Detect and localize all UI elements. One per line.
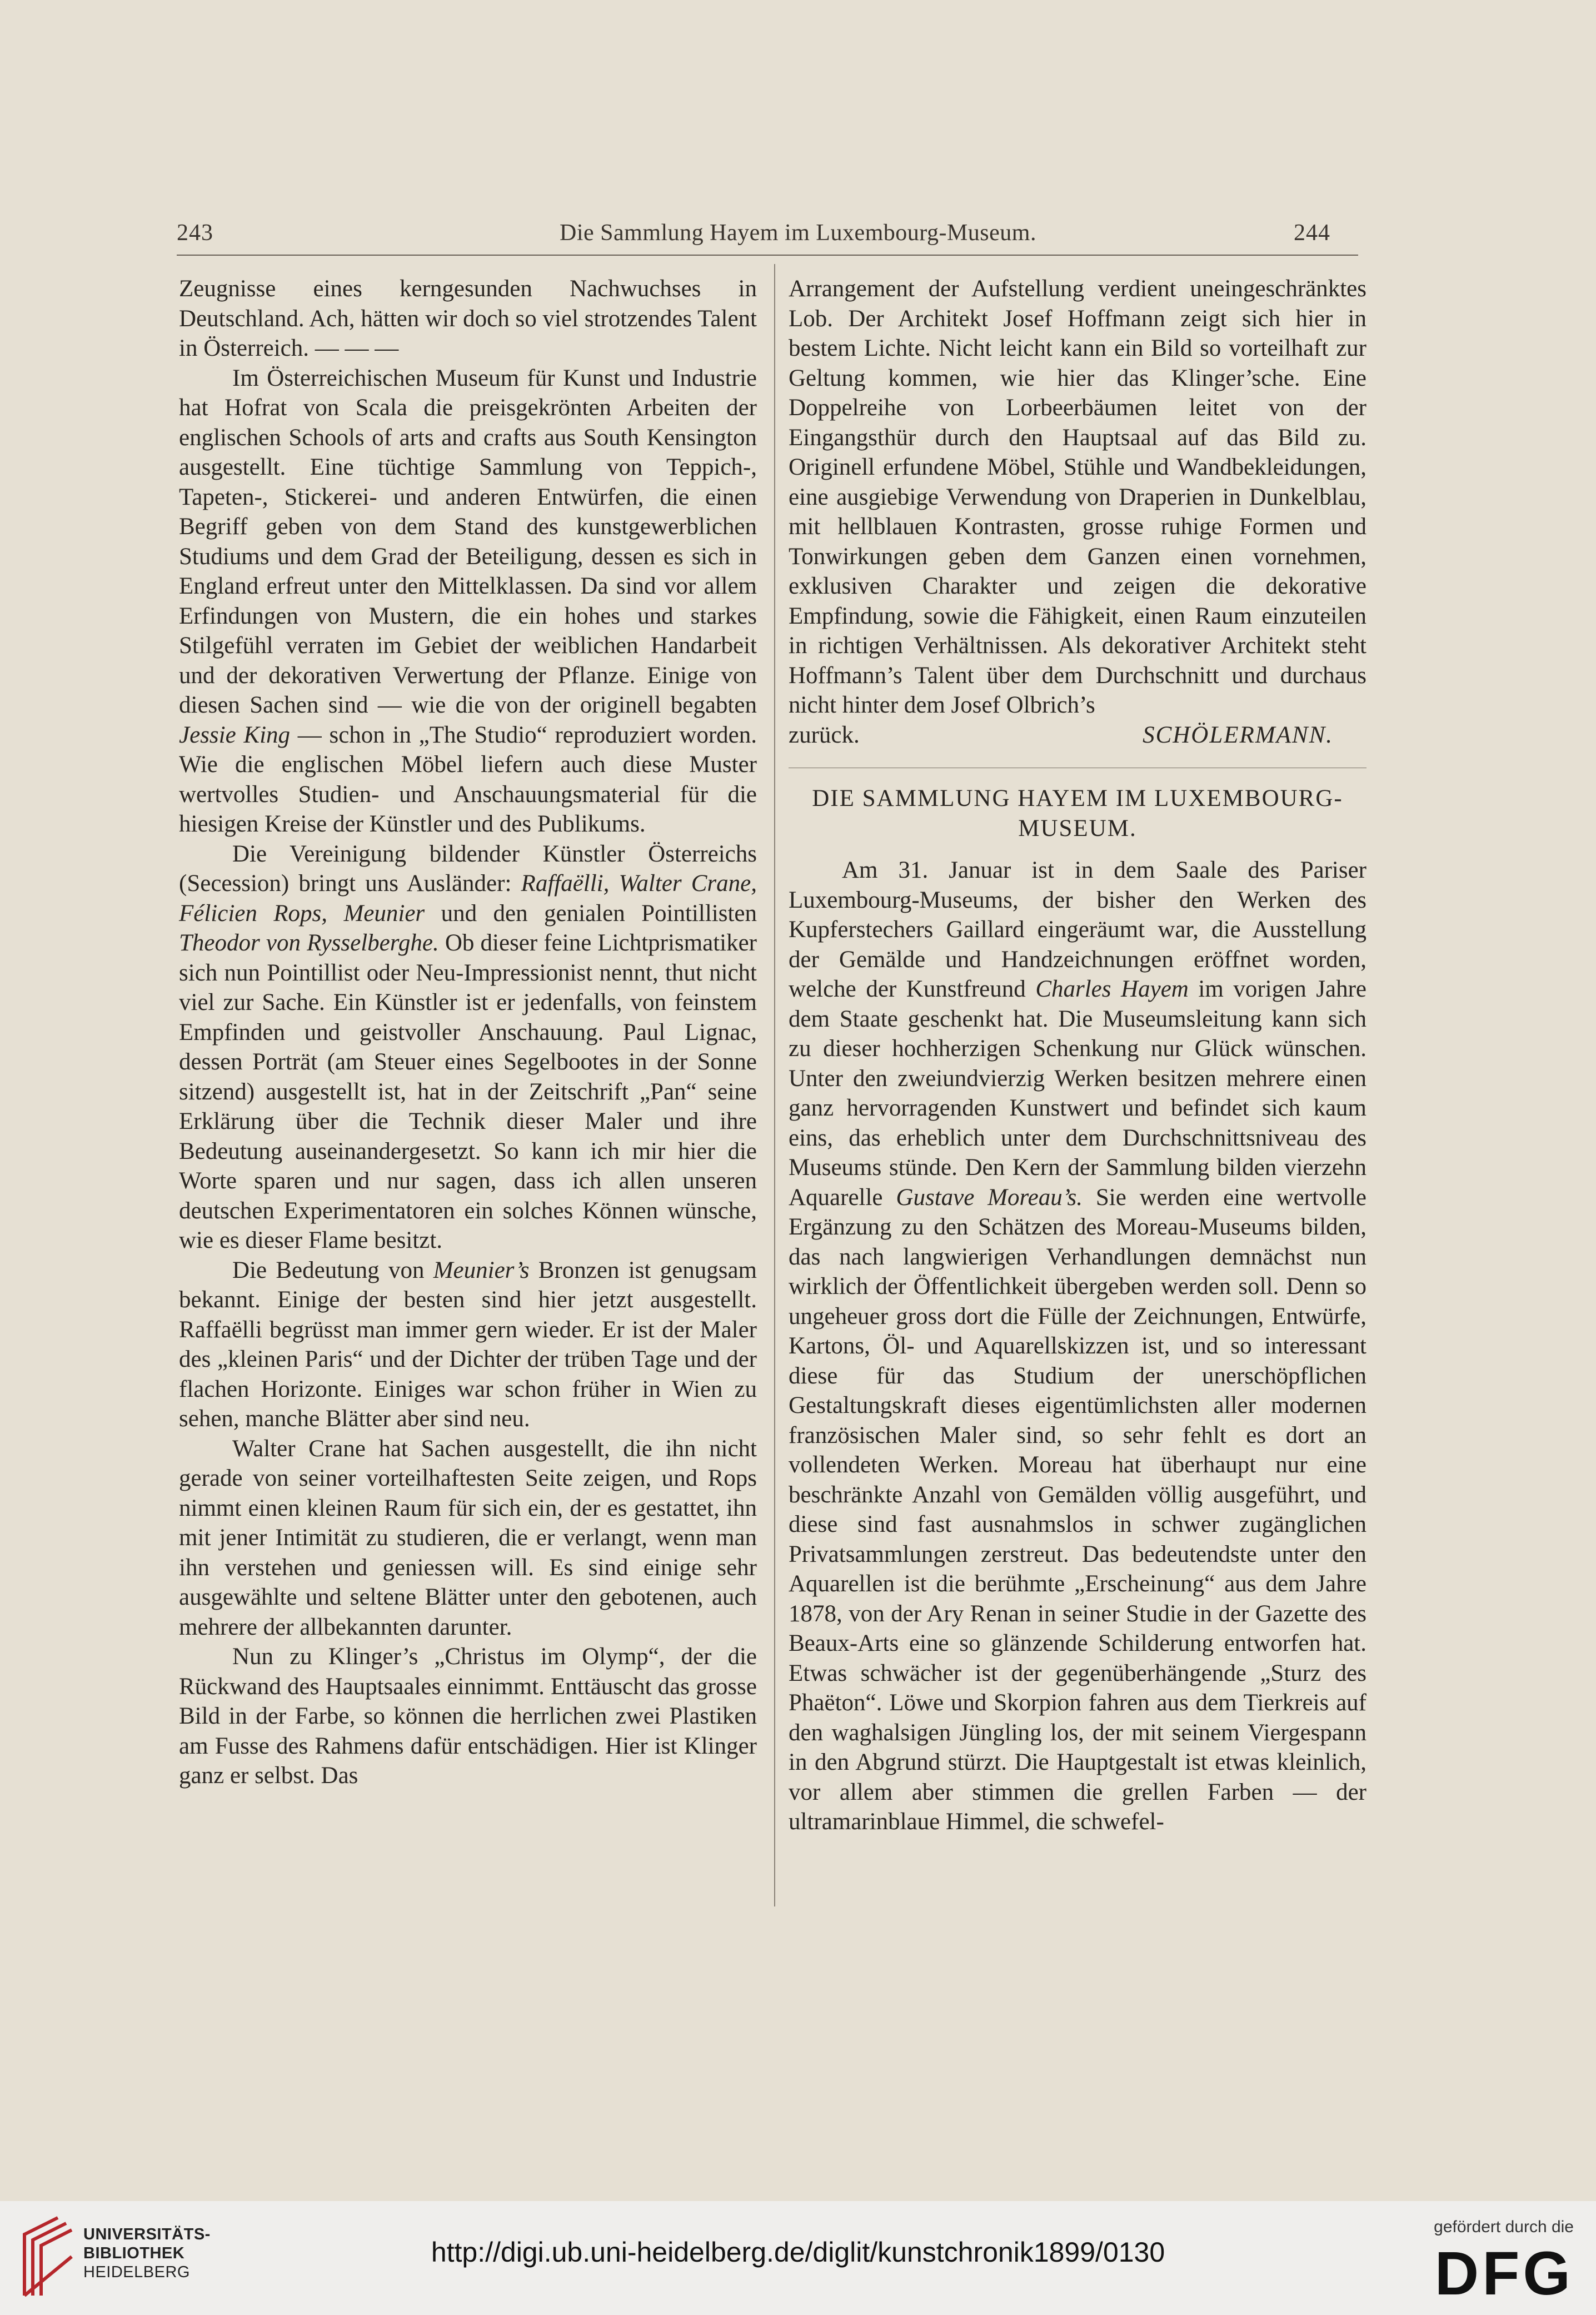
running-title: Die Sammlung Hayem im Luxembourg-Museum.	[560, 220, 1036, 246]
section-title-line: MUSEUM.	[1018, 815, 1137, 842]
paragraph: Walter Crane hat Sachen ausgestellt, die ihn nicht gerade von seiner vorteilhaftesten Seite zeigen, und Rops nimmt einen kleinen Raum für sich ein, der es gestattet, ihn mit jener Intimität zu studieren, die er verlangt, wenn man ihn verstehen und geniessen will. Es sind einige sehr ausgewählte und seltene Blätter unter den gebotenen, auch mehrere der allbekannten darunter.	[179, 1435, 757, 1640]
footer-bar	[0, 2201, 1596, 2315]
paragraph	[179, 839, 757, 1256]
collector-name: Charles Hayem	[1035, 976, 1189, 1002]
signature-line	[789, 720, 1366, 750]
paragraph: Arrangement der Aufstellung verdient uneingeschränktes Lob. Der Architekt Josef Hoffmann zeigt sich hier in bestem Lichte. Nicht leicht kann ein Bild so vorteilhaft zur Geltung kommen, wie hier das Klinger’sche. Eine Doppelreihe von Lorbeerbäumen leitet von der Eingangsthür durch den Hauptsaal auf das Bild zu. Originell erfundene Möbel, Stühle und Wandbekleidungen, eine ausgiebige Verwendung von Draperien in Dunkelblau, mit hellblauen Kontrasten, grosse ruhige Formen und Tonwirkungen geben dem Ganzen einen vornehmen, exklusiven Charakter und zeigen die dekorative Empfindung, sowie die Fähigkeit, einen Raum einzuteilen in richtigen Verhältnissen. Als dekorativer Architekt steht Hoffmann’s Talent über dem Durchschnitt und durchaus nicht hinter dem Josef Olbrich’s	[789, 276, 1366, 718]
paragraph-text: Am 31. Januar ist in dem Saale des Pariser Luxembourg-Museums, der bisher den Werken des Kupferstechers Gaillard eingeräumt war, die Ausstellung der Gemälde und Handzeichnungen eröffnet worden, welche der Kunstfreund	[789, 857, 1366, 1002]
paragraph-text: Sie werden eine wertvolle Ergänzung zu den Schätzen des Moreau-Museums bilden, das nach langwierigen Verhandlungen demnächst nun wirklich der Öffentlichkeit übergeben werden soll. Denn so ungeheuer gross dort die Fülle der Zeichnungen, Entwürfe, Kartons, Öl- und Aquarellskizzen ist, und so interessant diese für das Studium der unerschöpflichen Gestaltungskraft dieses eigentümlichsten aller modernen französischen Maler sind, so sehr fehlt es dort an vollendeten Werken. Moreau hat überhaupt nur eine beschränkte Anzahl von Gemälden völlig ausgeführt, und diese sind fast ausnahmslos in schwer zugänglichen Privatsammlungen zerstreut. Das bedeutendste unter den Aquarellen ist die berühmte „Erscheinung“ aus dem Jahre 1878, von der Ary Renan in seiner Studie in der Gazette des Beaux-Arts eine so glänzende Schilderung entworfen hat. Etwas schwächer ist der gegenüberhängende „Sturz des Phaëton“. Löwe und Skorpion fahren aus dem Tierkreis auf den waghalsigen Jüngling los, der mit seinem Viergespann in den Abgrund stürzt. Die Hauptgestalt ist etwas kleinlich, vor allem aber stimmen die grellen Farben — der ultramarinblaue Himmel, die schwefel-	[789, 1184, 1366, 1835]
paragraph-text: im vorigen Jahre dem Staate geschenkt hat. Die Museumsleitung kann sich zu dieser hochherzigen Schenkung nur Glück wünschen. Unter den zweiundvierzig Werken besitzen mehrere einen ganz hervorragenden Kunstwert und befindet sich kaum eins, das erheblich unter dem Durchschnittsniveau des Museums stünde. Den Kern der Sammlung bilden vierzehn Aquarelle	[789, 976, 1366, 1211]
paragraph	[179, 364, 757, 839]
paragraph-text: und den genialen Pointillisten	[425, 900, 757, 927]
closing-word: zurück.	[789, 721, 860, 748]
author-signature: SCHÖLERMANN.	[1143, 721, 1333, 748]
artist-name: Meunier’s	[433, 1257, 530, 1283]
section-title-line: DIE SAMMLUNG HAYEM IM LUXEMBOURG-	[812, 785, 1343, 812]
paragraph-text: Die Vereinigung bildender Künstler Österreichs (Secession) bringt uns Ausländer:	[179, 840, 757, 897]
column-rule	[774, 264, 775, 1906]
paragraph-text: Im Österreichischen Museum für Kunst und Industrie hat Hofrat von Scala die preisgekrönten Arbeiten der englischen Schools of arts and crafts aus South Kensington ausgestellt. Eine tüchtige Sammlung von Teppich-, Tapeten-, Stickerei- und anderen Entwürfen, die einen Begriff geben von dem Stand des kunstgewerblichen Studiums und dem Grad der Beteiligung, dessen es sich in England erfreut unter den Mittelklassen. Da sind vor allem Erfindungen von Mustern, die ein hohes und starkes Stilgefühl verraten im Gebiet der weiblichen Handarbeit und der dekorativen Verwertung der Pflanze. Einige von diesen Sachen sind — wie die von der originell begabten	[179, 365, 757, 718]
section-title	[789, 784, 1366, 843]
artist-name: Jessie King	[179, 721, 291, 748]
dfg-logo: DFG	[1434, 2239, 1574, 2308]
library-name-line: HEIDELBERG	[83, 2263, 190, 2281]
paragraph-text: Bronzen ist genugsam bekannt. Einige der besten sind hier jetzt ausgestellt. Raffaëlli begrüsst man immer gern wieder. Er ist der Maler des „kleinen Paris“ und der Dichter der trüben Tage und der flachen Horizonte. Einiges war schon früher in Wien zu sehen, manche Blätter aber sind neu.	[179, 1257, 757, 1432]
paragraph	[789, 855, 1366, 1837]
page-number-right: 244	[1294, 220, 1330, 246]
paragraph-text: Ob dieser feine Lichtprismatiker sich nun Pointillist oder Neu-Impressionist nennt, thut nicht viel zur Sache. Ein Künstler ist er jedenfalls, von feinstem Empfinden und geistvoller Anschauung. Paul Lignac, dessen Porträt (am Steuer eines Segelbootes in der Sonne sitzend) ausgestellt ist, hat in der Zeitschrift „Pan“ seine Erklärung über die Technik dieser Maler und ihre Bedeutung auseinandergesetzt. So kann ich mir hier die Worte sparen und nur sagen, dass ich allen unseren deutschen Experimentatoren ein solches Können wünsche, wie es dieser Flame besitzt.	[179, 930, 757, 1253]
right-column	[789, 274, 1366, 1837]
paragraph: Nun zu Klinger’s „Christus im Olymp“, der die Rückwand des Hauptsaales einnimmt. Enttäuscht das grosse Bild in der Farbe, so können die herrlichen zwei Plastiken am Fusse des Rahmens dafür entschädigen. Hier ist Klinger ganz er selbst. Das	[179, 1644, 757, 1789]
artist-name: Theodor von Rysselberghe.	[179, 930, 439, 956]
page-number-left: 243	[177, 220, 213, 246]
paragraph-text: — schon in „The Studio“ reproduziert worden. Wie die englischen Möbel liefern auch diese Muster wertvolles Studien- und Anschauungsmaterial für die hiesigen Kreise der Künstler und des Publikums.	[179, 721, 757, 837]
permalink-url[interactable]: http://digi.ub.uni-heidelberg.de/diglit/kunstchronik1899/0130	[431, 2237, 1165, 2268]
funding-note: gefördert durch die	[1434, 2218, 1574, 2236]
left-column	[179, 274, 757, 1791]
artist-name: Gustave Moreau’s.	[896, 1184, 1083, 1211]
header-rule	[177, 255, 1358, 256]
library-name-line: BIBLIOTHEK	[83, 2244, 185, 2262]
paragraph: Zeugnisse eines kerngesunden Nachwuchses in Deutschland. Ach, hätten wir doch so viel strotzendes Talent in Österreich. — — —	[179, 276, 757, 361]
artist-names: Raffaëlli, Walter Crane, Félicien Rops, Meunier	[179, 870, 757, 927]
paragraph	[179, 1256, 757, 1434]
paragraph-text: Die Bedeutung von	[232, 1257, 433, 1283]
library-name-line: UNIVERSITÄTS-	[83, 2226, 211, 2243]
